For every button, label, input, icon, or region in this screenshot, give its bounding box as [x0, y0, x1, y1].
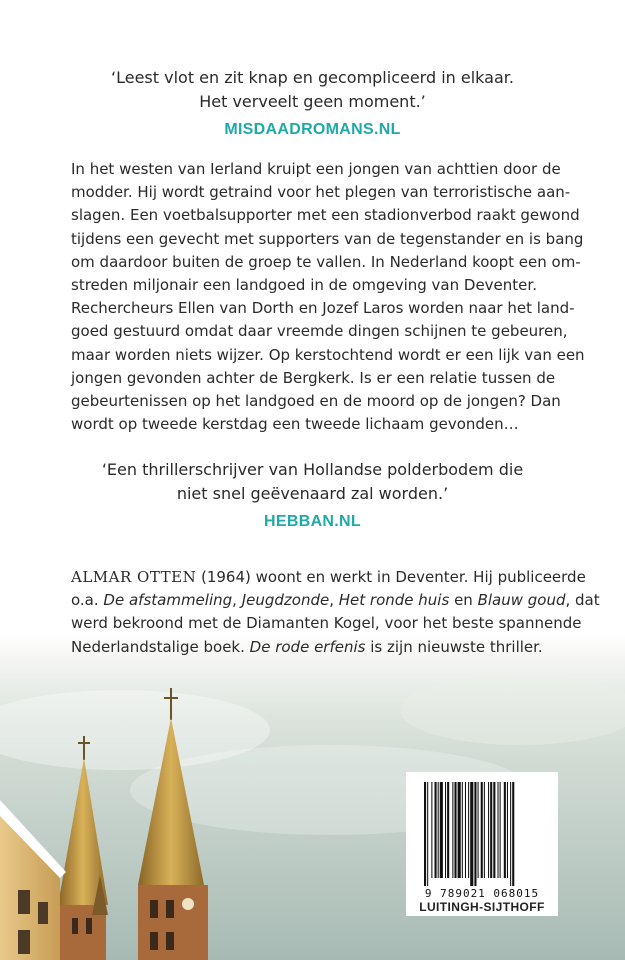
bio-text: is zijn nieuwste thriller.	[365, 637, 543, 656]
blurb-line: goed gestuurd omdat daar vreemde dingen schijnen te gebeuren,	[71, 322, 568, 341]
bio-line: werd bekroond met de Diamanten Kogel, voor het beste spannende	[71, 614, 582, 633]
blurb	[71, 158, 585, 436]
barcode-bar	[438, 782, 439, 878]
blurb-line: tijdens een gevecht met supporters van de tegenstander en is bang	[71, 229, 584, 248]
barcode-bar	[440, 782, 443, 878]
quote-source: MISDAADROMANS.NL	[224, 121, 401, 138]
barcode-icon	[422, 782, 542, 887]
barcode-bar	[490, 782, 492, 878]
quote-line: Het verveelt geen moment.’	[199, 92, 426, 111]
barcode-bar	[424, 782, 426, 886]
review-quote-bottom	[0, 458, 625, 534]
quote-line: ‘Leest vlot en zit knap en gecompliceerd in elkaar.	[111, 68, 514, 87]
barcode-bar	[493, 782, 495, 878]
barcode-bar	[435, 782, 437, 878]
barcode-bar	[427, 782, 428, 886]
bio-text: (1964) woont en werkt in Deventer. Hij publiceerde	[196, 568, 586, 586]
barcode-bar	[454, 782, 456, 878]
barcode-bar	[465, 782, 466, 878]
blurb-line: modder. Hij wordt getraind voor het plegen van terroristische aan-	[71, 183, 571, 202]
book-title: De afstammeling	[103, 591, 233, 610]
barcode-bar	[447, 782, 449, 878]
isbn-number: 9 789021 068015	[424, 887, 540, 900]
bio-line	[71, 589, 600, 612]
bio-text: o.a.	[71, 591, 104, 610]
bio-text: Nederlandstalige boek.	[71, 637, 250, 656]
barcode-bar	[458, 782, 461, 878]
barcode-bar	[512, 782, 514, 886]
barcode-bar	[500, 782, 501, 878]
barcode-bar	[484, 782, 485, 878]
book-title: Jeugdzonde	[241, 591, 330, 610]
blurb-line: gebeurtenissen op het landgoed en de moord op de jongen? Dan	[71, 391, 561, 410]
barcode-bar	[470, 782, 473, 886]
barcode-bar	[445, 782, 446, 878]
bio-text: ,	[329, 591, 339, 610]
blurb-line: streden miljonair een landgoed in de omgeving van Deventer.	[71, 275, 537, 294]
barcode-bar	[478, 782, 479, 878]
quote-line: niet snel geëvenaard zal worden.’	[176, 484, 449, 503]
bio-text: en	[449, 591, 478, 610]
blurb-line: jongen gevonden achter de Bergkerk. Is er een relatie tussen de	[71, 368, 556, 387]
quote-source: HEBBAN.NL	[264, 513, 361, 530]
blurb-line: maar worden niets wijzer. Op kerstochtend wordt er een lijk van een	[71, 345, 585, 364]
barcode-bar	[431, 782, 432, 878]
blurb-line: slagen. Een voetbalsupporter met een stadionverbod raakt gewond	[71, 206, 580, 225]
barcode-bar	[481, 782, 483, 878]
author-name: ALMAR OTTEN	[71, 568, 197, 586]
barcode-bar	[510, 782, 511, 886]
quote-line: ‘Een thrillerschrijver van Hollandse polderbodem die	[101, 460, 524, 479]
blurb-line: In het westen van Ierland kruipt een jongen van achttien door de	[71, 160, 561, 178]
barcode	[406, 772, 558, 916]
publisher-name: LUITINGH-SIJTHOFF	[419, 900, 545, 914]
barcode-bar	[507, 782, 508, 878]
barcode-bar	[504, 782, 506, 878]
barcode-bar	[488, 782, 489, 878]
bio-line	[71, 566, 586, 589]
barcode-bar	[468, 782, 469, 878]
barcode-bar	[462, 782, 463, 878]
book-title: Het ronde huis	[338, 591, 450, 610]
bio-text: , dat	[565, 591, 600, 610]
review-quote-top	[0, 66, 625, 142]
bio-text: ,	[232, 591, 242, 610]
bio-line	[71, 636, 555, 659]
book-title: Blauw goud	[477, 591, 566, 610]
blurb-line: Rechercheurs Ellen van Dorth en Jozef Laros worden naar het land-	[71, 299, 575, 318]
author-bio	[71, 566, 600, 659]
barcode-bar	[498, 782, 499, 878]
book-title: De rode erfenis	[249, 637, 366, 656]
blurb-line: om daardoor buiten de groep te vallen. In Nederland koopt een om-	[71, 252, 581, 271]
barcode-bar	[452, 782, 453, 878]
barcode-bar	[474, 782, 476, 886]
blurb-line: wordt op tweede kerstdag een tweede lichaam gevonden…	[71, 415, 519, 434]
